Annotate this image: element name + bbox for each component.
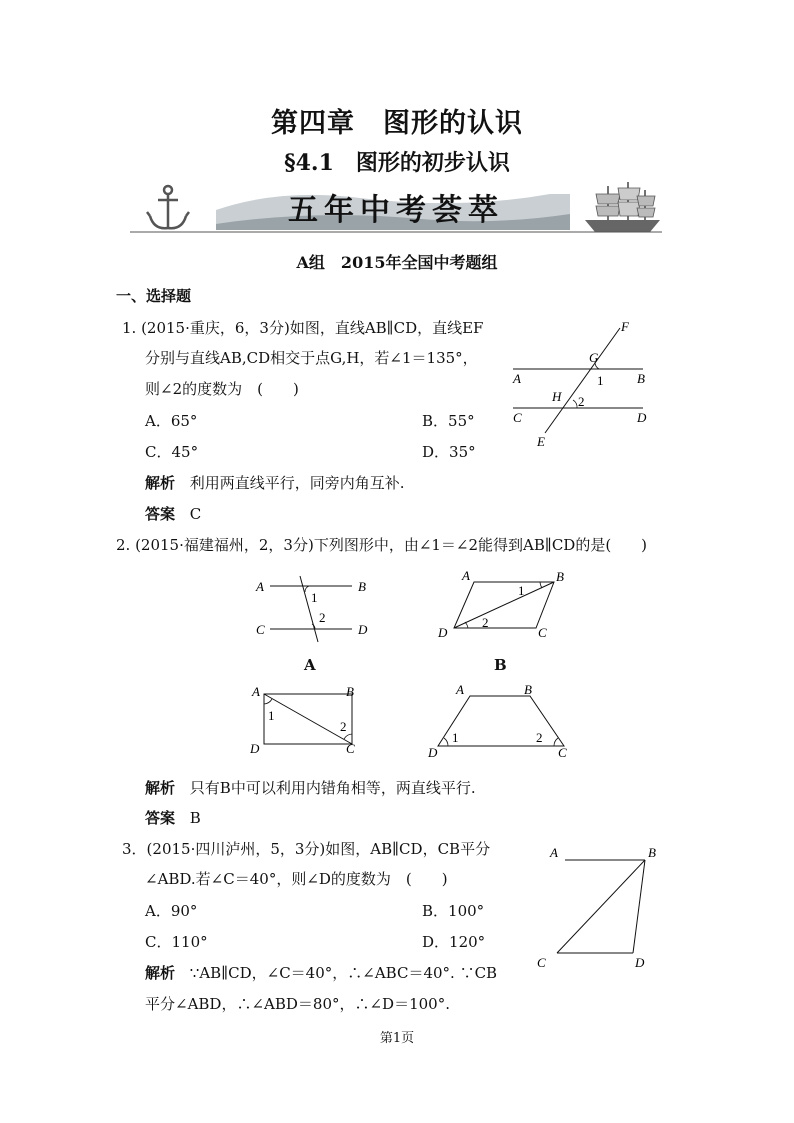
q2-answer: [145, 807, 201, 828]
label-angle-1: 1: [452, 730, 459, 745]
label-c: C: [256, 622, 265, 637]
label-angle-1: 1: [518, 583, 525, 598]
q3-figure: [535, 840, 675, 975]
label-angle-2: 2: [536, 730, 543, 745]
section-title: §4.1 图形的初步认识: [284, 150, 510, 176]
angle-2-arc: [573, 400, 577, 408]
label-h: H: [552, 389, 562, 404]
label-c: C: [558, 745, 567, 760]
q2-figure-d: [426, 682, 576, 762]
q3-line-1: 3．(2015·四川泸州，5，3分)如图，AB∥CD，CB平分: [122, 840, 491, 858]
q1-answer-label: 答案: [145, 505, 176, 523]
q1-analysis-label: 解析: [145, 474, 176, 492]
part-title: 一、选择题: [116, 287, 192, 305]
label-d: D: [637, 410, 647, 425]
label-d: D: [428, 745, 438, 760]
q1-answer-value: C: [189, 505, 202, 523]
ship-icon: [585, 182, 660, 232]
label-a: A: [456, 682, 464, 697]
anchor-icon: [147, 186, 189, 228]
q2-answer-value: B: [189, 809, 201, 827]
q3-analysis-line-2: 平分∠ABD，∴∠ABD＝80°，∴∠D＝100°.: [145, 995, 450, 1013]
q1-answer: [145, 503, 201, 524]
q2-figure-b: [434, 568, 574, 643]
banner: [130, 180, 662, 236]
label-b: B: [637, 371, 645, 386]
label-b: B: [556, 569, 564, 584]
label-d: D: [250, 741, 260, 756]
q3-option-d: D．120°: [422, 933, 486, 951]
label-angle-2: 2: [578, 394, 585, 409]
q1-option-d: D．35°: [422, 443, 476, 461]
chapter-title: 第四章 图形的认识: [271, 108, 523, 139]
q1-analysis: [145, 472, 405, 493]
q2-figure-c: [250, 682, 370, 757]
label-b: B: [648, 845, 656, 860]
q1-analysis-text: 利用两直线平行，同旁内角互补.: [189, 474, 405, 492]
q3-option-c: C．110°: [145, 933, 208, 951]
q3-analysis-label: 解析: [145, 964, 176, 982]
label-b: B: [358, 579, 366, 594]
label-d: D: [635, 955, 645, 970]
line-bd: [633, 860, 645, 953]
q2-analysis-label: 解析: [145, 779, 176, 797]
group-title: A组 2015年全国中考题组: [296, 253, 498, 272]
label-f: F: [621, 319, 629, 334]
label-b: B: [524, 682, 532, 697]
q2-analysis-text: 只有B中可以利用内错角相等，两直线平行.: [189, 779, 476, 797]
q1-line-2: 分别与直线AB,CD相交于点G,H，若∠1＝135°，: [145, 349, 478, 367]
label-c: C: [513, 410, 522, 425]
line-ef: [545, 328, 620, 433]
q1-figure: [505, 318, 665, 453]
q3-analysis-line-1: ∵AB∥CD，∠C＝40°，∴∠ABC＝40°. ∵CB: [189, 964, 498, 982]
label-g: G: [589, 350, 599, 365]
q1-option-a: A．65°: [145, 412, 198, 430]
q1-line-3: 则∠2的度数为 ( ): [145, 380, 299, 398]
q3-option-a: A．90°: [145, 902, 198, 920]
label-c: C: [538, 625, 547, 640]
label-angle-1: 1: [597, 373, 604, 388]
q2-caption-b: B: [494, 656, 507, 674]
label-a: A: [256, 579, 264, 594]
label-e: E: [537, 434, 545, 449]
label-angle-2: 2: [482, 615, 489, 630]
line-bc: [557, 860, 645, 953]
q2-answer-label: 答案: [145, 809, 176, 827]
page-number: 第1页: [379, 1031, 415, 1046]
label-angle-2: 2: [340, 719, 347, 734]
q1-line-1: 1. (2015·重庆，6，3分)如图，直线AB∥CD，直线EF: [122, 319, 484, 337]
q1-option-b: B．55°: [422, 412, 475, 430]
q3-analysis: [145, 962, 497, 983]
label-c: C: [346, 741, 355, 756]
q2-analysis: [145, 777, 476, 798]
label-b: B: [346, 684, 354, 699]
label-a: A: [513, 371, 521, 386]
q2-caption-a: A: [304, 656, 316, 674]
q2-figure-a: [250, 570, 380, 645]
banner-title: 五年中考荟萃: [288, 193, 504, 228]
label-angle-1: 1: [268, 708, 275, 723]
label-c: C: [537, 955, 546, 970]
label-d: D: [438, 625, 448, 640]
q3-line-2: ∠ABD.若∠C＝40°，则∠D的度数为 ( ): [145, 870, 448, 888]
label-a: A: [462, 568, 470, 583]
label-a: A: [550, 845, 558, 860]
q3-option-b: B．100°: [422, 902, 485, 920]
label-a: A: [252, 684, 260, 699]
label-d: D: [358, 622, 368, 637]
q1-option-c: C．45°: [145, 443, 199, 461]
q2-stem: 2. (2015·福建福州，2，3分)下列图形中，由∠1＝∠2能得到AB∥CD的是( ): [116, 536, 648, 554]
label-angle-1: 1: [311, 590, 318, 605]
label-angle-2: 2: [319, 610, 326, 625]
